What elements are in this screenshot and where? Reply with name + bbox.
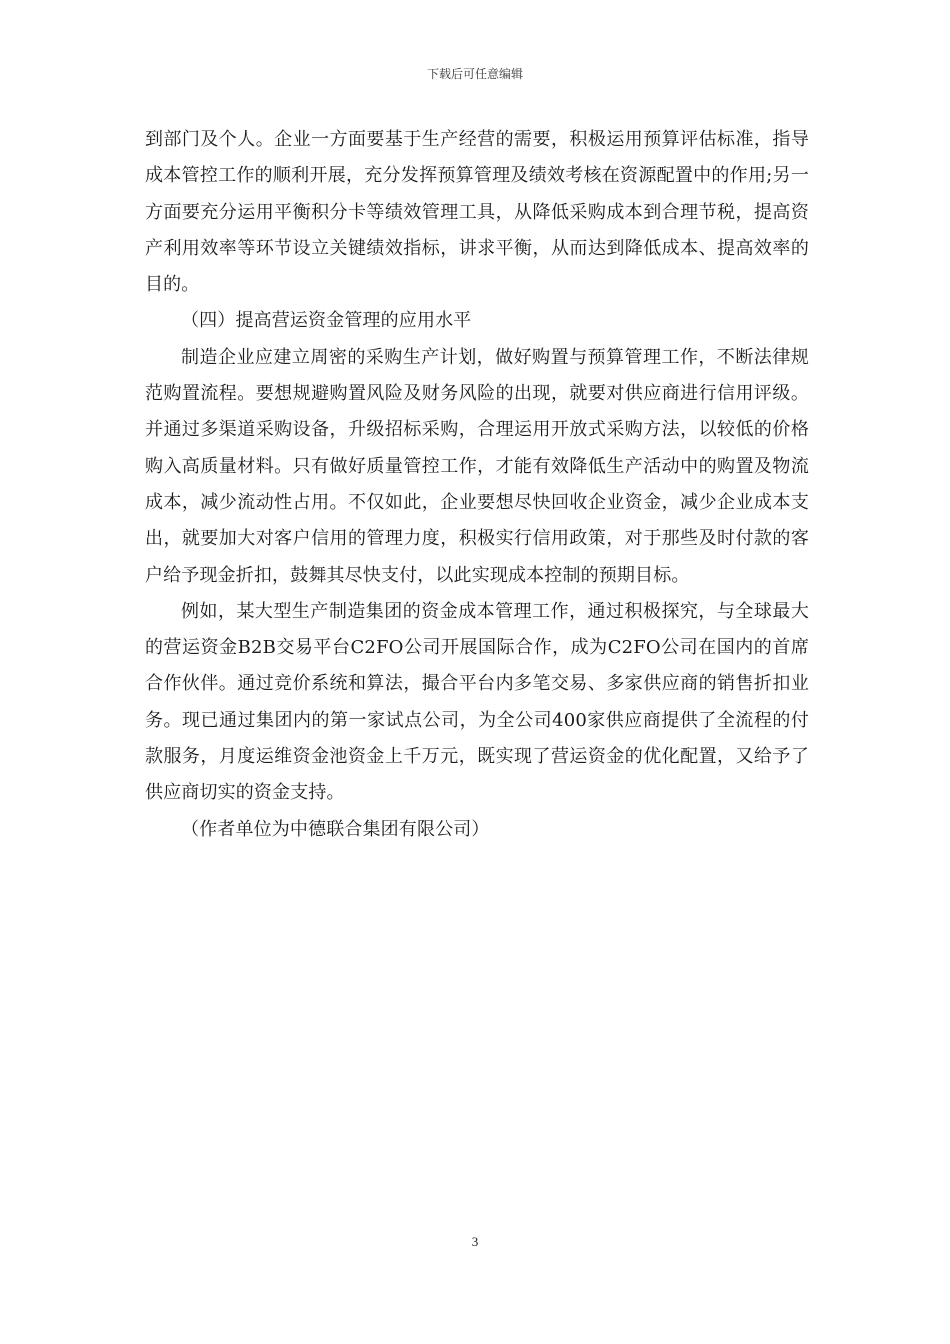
author-affiliation: （作者单位为中德联合集团有限公司） bbox=[181, 818, 490, 840]
page-header: 下载后可任意编辑 bbox=[426, 67, 523, 81]
paragraph-continuation: 到部门及个人。企业一方面要基于生产经营的需要，积极运用预算评估标准，指导成本管控工作的顺利开展，充分发挥预算管理及绩效考核在资源配置中的作用;另一方面要充分运用平衡积分卡等绩效管理工具，从降低采购成本到合理节税，提高资产利用效率等环节设立关键绩效指标，讲求平衡，从而达到降低成本、提高效率的目的。 bbox=[145, 129, 809, 296]
page-number: 3 bbox=[471, 1234, 479, 1249]
paragraph-procurement: 制造企业应建立周密的采购生产计划，做好购置与预算管理工作，不断法律规范购置流程。要想规避购置风险及财务风险的出现，就要对供应商进行信用评级。并通过多渠道采购设备，升级招标采购，合理运用开放式采购方法，以较低的价格购入高质量材料。只有做好质量管控工作，才能有效降低生产活动中的购置及物流成本，减少流动性占用。不仅如此，企业要想尽快回收企业资金，减少企业成本支出，就要加大对客户信用的管理力度，积极实行信用政策，对于那些及时付款的客户给予现金折扣，鼓舞其尽快支付，以此实现成本控制的预期目标。 bbox=[145, 346, 809, 586]
paragraph-example: 例如，某大型生产制造集团的资金成本管理工作，通过积极探究，与全球最大的营运资金B2B交易平台C2FO公司开展国际合作，成为C2FO公司在国内的首席合作伙伴。通过竞价系统和算法，撮合平台内多笔交易、多家供应商的销售折扣业务。现已通过集团内的第一家试点公司，为全公司400家供应商提供了全流程的付款服务，月度运维资金池资金上千万元，既实现了营运资金的优化配置，又给予了供应商切实的资金支持。 bbox=[145, 600, 809, 804]
section-heading: （四）提高营运资金管理的应用水平 bbox=[181, 310, 472, 332]
body-text bbox=[145, 122, 809, 848]
